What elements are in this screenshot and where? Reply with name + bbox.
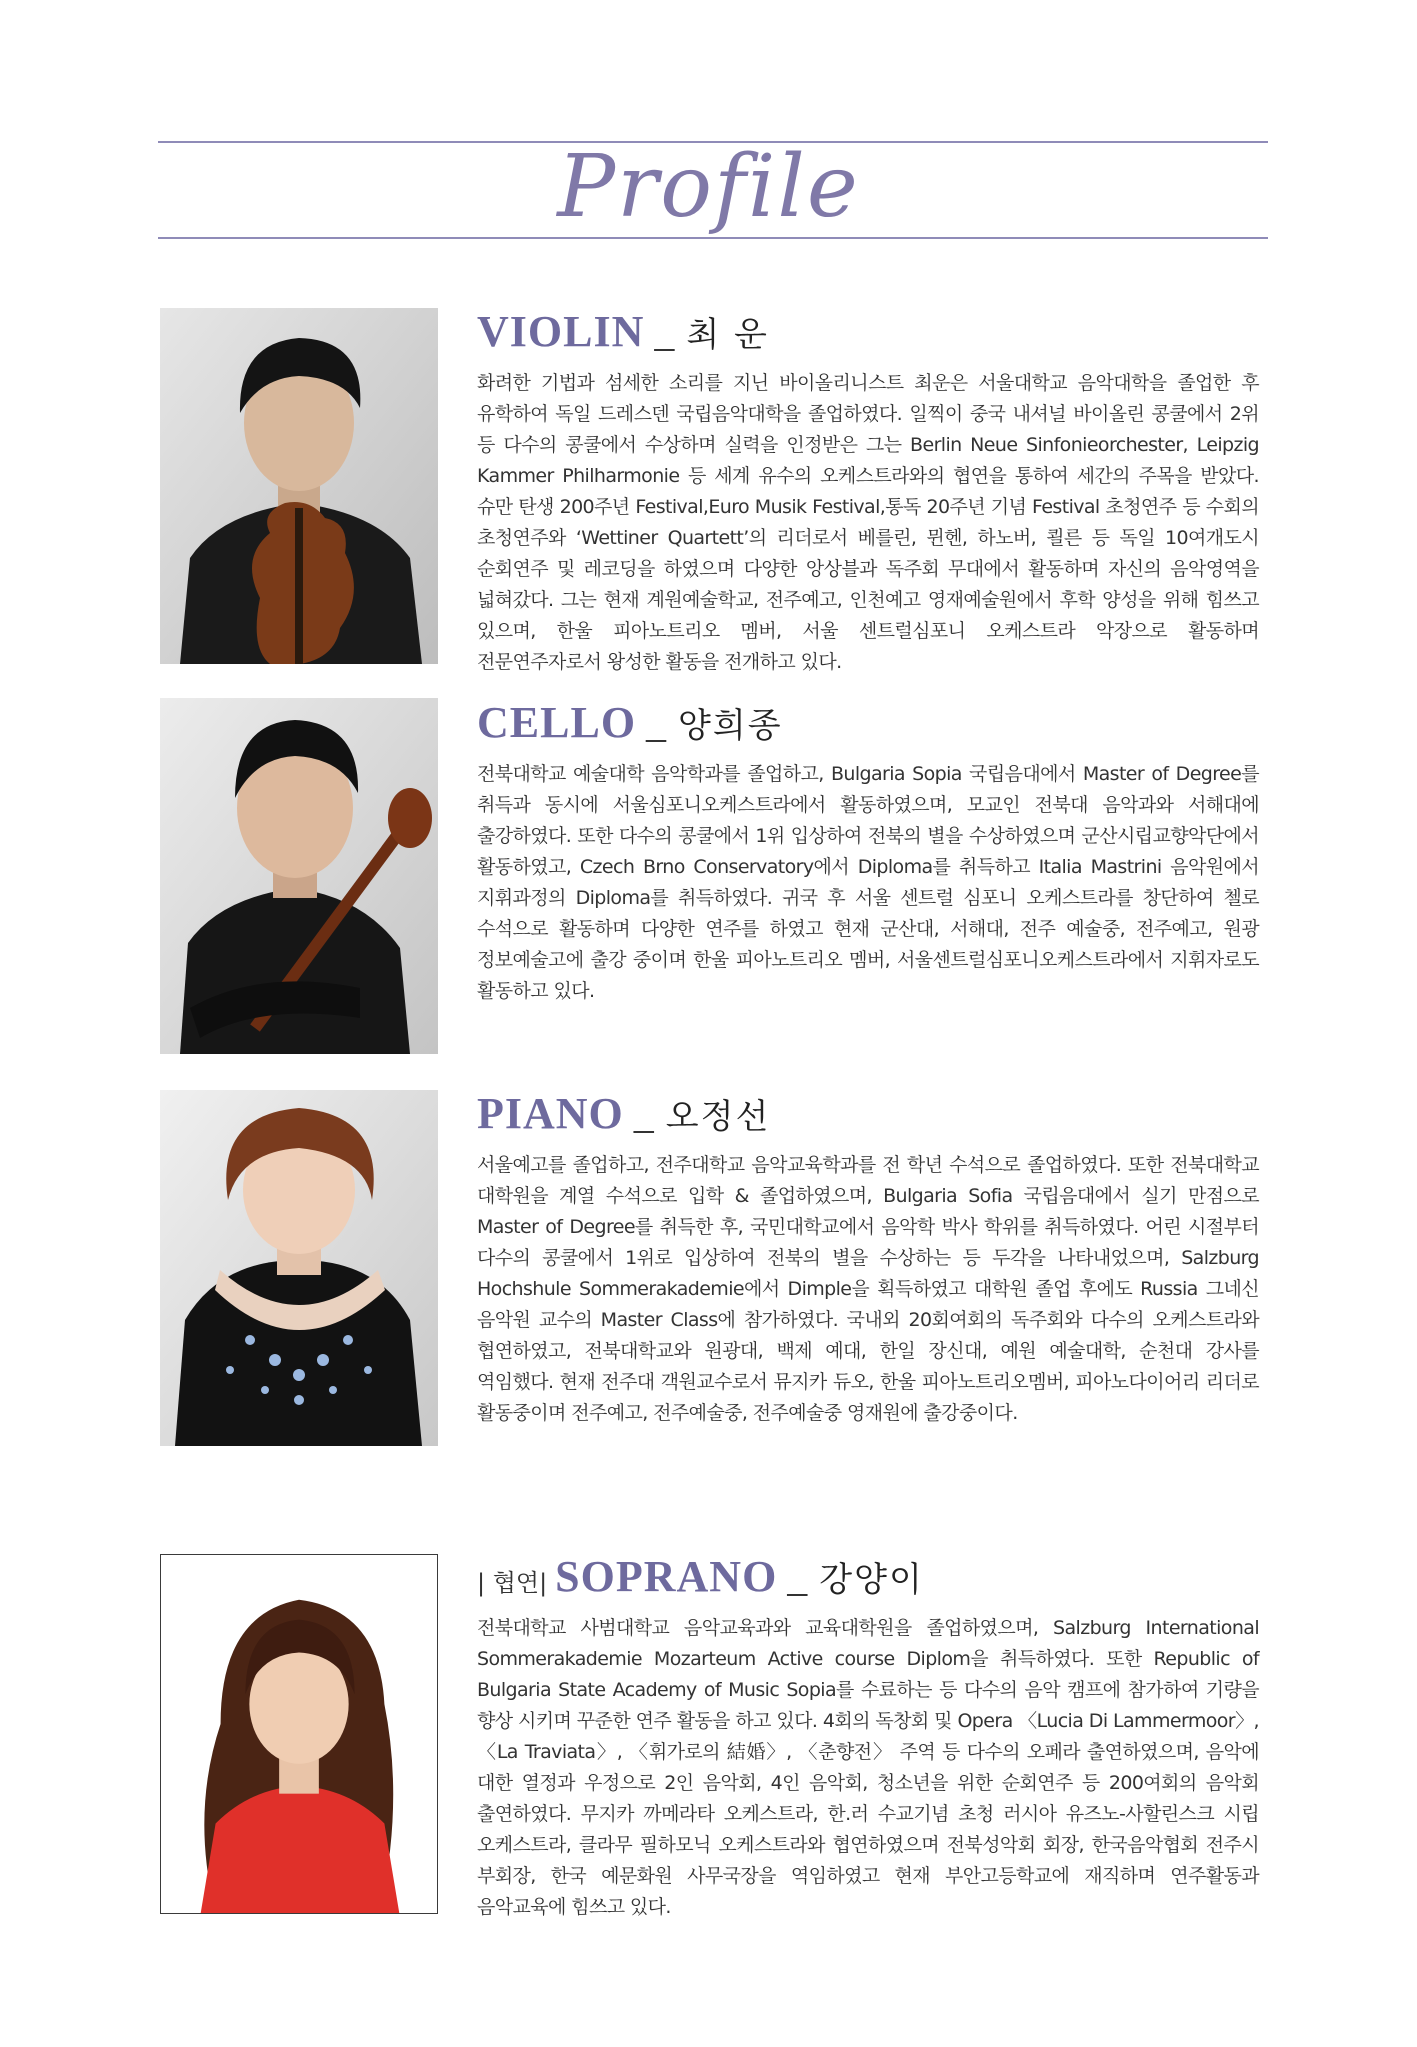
performer-bio: 전북대학교 예술대학 음악학과를 졸업하고, Bulgaria Sopia 국립음대에서 Master of Degree를 취득과 동시에 서울심포니오케스트라에서 활동하였으며, 모교인 전북대 음악과와 서해대에 출강하였다. 또한 다수의 콩쿨에서 1위 입상하여 전북의 별을 수상하였으며 군산시립교향악단에서 활동하였고, Czech Brno Conservatory에서 Diploma를 취득하고 Italia Mastrini 음악원에서 지휘과정의 Diploma를 취득하였다. 귀국 후 서울 센트럴 심포니 오케스트라를 창단하여 첼로 수석으로 활동하며 다양한 연주를 하였고 현재 군산대, 서해대, 전주 예술중, 전주예고, 원광 정보예술고에 출강 중이며 한울 피아노트리오 멤버, 서울센트럴심포니오케스트라에서 지휘자로도 활동하고 있다. xyxy=(477,763,1259,1002)
collaboration-label: | 협연| xyxy=(477,1569,548,1597)
heading-separator: _ xyxy=(787,1555,808,1600)
section-heading xyxy=(477,1088,1259,1140)
pianist-photo xyxy=(160,1090,438,1446)
section-piano xyxy=(477,1088,1259,1429)
performer-name: 오정선 xyxy=(665,1097,771,1137)
performer-bio: 전북대학교 사범대학교 음악교육과와 교육대학원을 졸업하였으며, Salzburg International Sommerakademie Mozarteum Active course Diplom을 취득하였다. 또한 Republic of Bulgaria State Academy of Music Sopia를 수료하는 등 다수의 음악 캠프에 참가하여 기량을 향상 시키며 꾸준한 연주 활동을 하고 있다. 4회의 독창회 및 Opera 〈Lucia Di Lammermoor〉, 〈La Traviata〉, 〈휘가로의 結婚〉, 〈춘향전〉 주역 등 다수의 오페라 출연하였으며, 음악에 대한 열정과 우정으로 2인 음악회, 4인 음악회, 청소년을 위한 순회연주 등 200여회의 음악회 출연하였다. 무지카 까메라타 오케스트라, 한.러 수교기념 초청 러시아 유즈노-사할린스크 시립 오케스트라, 클라무 필하모닉 오케스트라와 협연하였으며 전북성악회 회장, 한국음악협회 전주시 부회장, 한국 예문화원 사무국장을 역임하였고 현재 부안고등학교에 재직하며 연주활동과 음악교육에 힘쓰고 있다. xyxy=(477,1617,1259,1918)
section-heading xyxy=(477,1551,1259,1603)
performer-bio: 서울예고를 졸업하고, 전주대학교 음악교육학과를 전 학년 수석으로 졸업하였다. 또한 전북대학교 대학원을 계열 수석으로 입학 & 졸업하였으며, Bulgaria Sofia 국립음대에서 실기 만점으로 Master of Degree를 취득한 후, 국민대학교에서 음악학 박사 학위를 취득하였다. 어린 시절부터 다수의 콩쿨에서 1위로 입상하여 전북의 별을 수상하는 등 두각을 나타내었으며, Salzburg Hochshule Sommerakademie에서 Dimple을 획득하였고 대학원 졸업 후에도 Russia 그네신 음악원 교수의 Master Class에 참가하였다. 국내외 20회여회의 독주회와 다수의 오케스트라와 협연하였고, 전북대학교와 원광대, 백제 예대, 한일 장신대, 예원 예술대학, 순천대 강사를 역임했다. 현재 전주대 객원교수로서 뮤지카 듀오, 한울 피아노트리오멤버, 피아노다이어리 리더로 활동중이며 전주예고, 전주예술중, 전주예술중 영재원에 출강중이다. xyxy=(477,1154,1259,1424)
performer-name: 양희종 xyxy=(678,706,783,746)
section-violin xyxy=(477,306,1259,678)
section-soprano xyxy=(477,1551,1259,1923)
instrument-label: CELLO xyxy=(477,698,637,747)
instrument-label: SOPRANO xyxy=(555,1552,778,1601)
instrument-label: VIOLIN xyxy=(477,307,645,356)
heading-separator: _ xyxy=(646,701,667,746)
page-title: Profile xyxy=(557,137,860,237)
violinist-photo xyxy=(160,308,438,664)
heading-separator: _ xyxy=(654,310,675,355)
header-rule-bottom xyxy=(158,237,1268,239)
soprano-photo xyxy=(160,1554,438,1914)
section-heading xyxy=(477,306,1259,358)
performer-name: 강양이 xyxy=(819,1560,924,1600)
performer-bio: 화려한 기법과 섬세한 소리를 지닌 바이올리니스트 최운은 서울대학교 음악대학을 졸업한 후 유학하여 독일 드레스덴 국립음악대학을 졸업하였다. 일찍이 중국 내셔널 바이올린 콩쿨에서 2위 등 다수의 콩쿨에서 수상하며 실력을 인정받은 그는 Berlin Neue Sinfonieorchester, Leipzig Kammer Philharmonie 등 세계 유수의 오케스트라와의 협연을 통하여 세간의 주목을 받았다. 슈만 탄생 200주년 Festival,Euro Musik Festival,통독 20주년 기념 Festival 초청연주 등 수회의 초청연주와 ‘Wettiner Quartett’의 리더로서 베를린, 뮌헨, 하노버, 쾰른 등 독일 10여개도시 순회연주 및 레코딩을 하였으며 다양한 앙상블과 독주회 무대에서 활동하며 자신의 음악영역을 넓혀갔다. 그는 현재 계원예술학교, 전주예고, 인천예고 영재예술원에서 후학 양성을 위해 힘쓰고 있으며, 한울 피아노트리오 멤버, 서울 센트럴심포니 오케스트라 악장으로 활동하며 전문연주자로서 왕성한 활동을 전개하고 있다. xyxy=(477,372,1259,673)
performer-name: 최 운 xyxy=(686,315,769,355)
section-heading xyxy=(477,697,1259,749)
instrument-label: PIANO xyxy=(477,1089,624,1138)
section-cello xyxy=(477,697,1259,1007)
cellist-photo xyxy=(160,698,438,1054)
heading-separator: _ xyxy=(633,1092,654,1137)
